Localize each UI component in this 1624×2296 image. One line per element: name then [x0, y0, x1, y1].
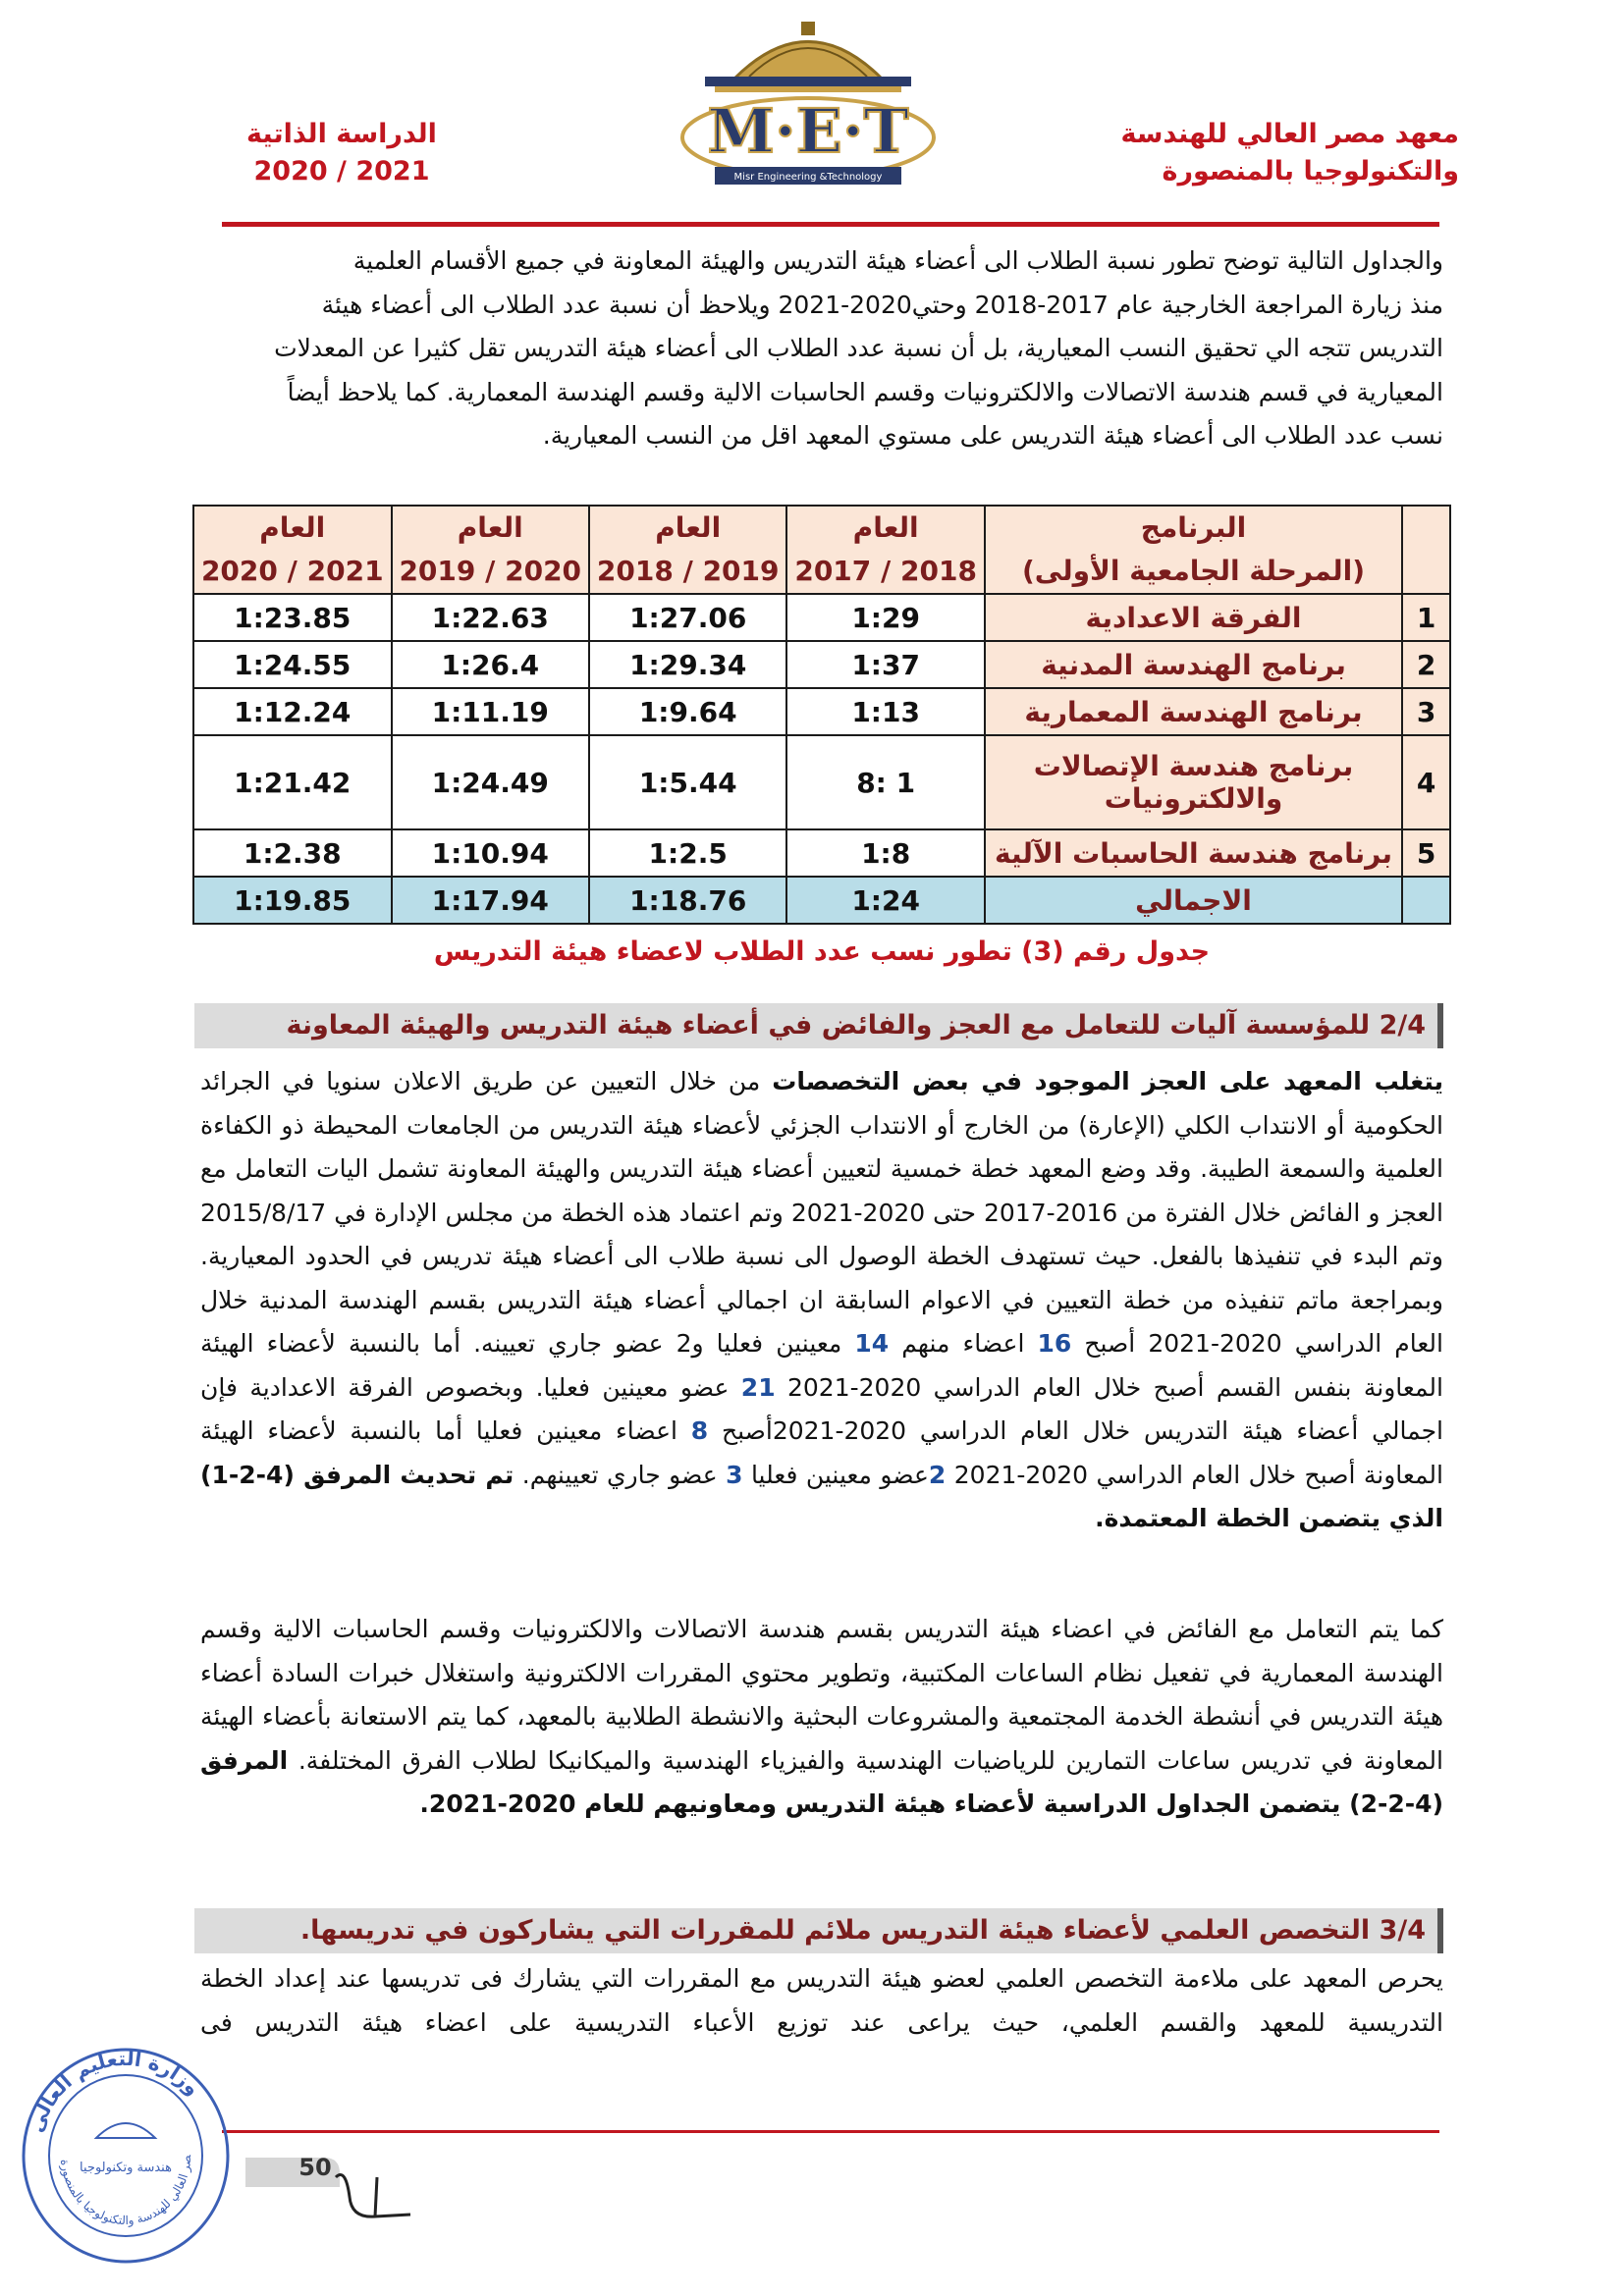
section-title: 3/4 التخصص العلمي لأعضاء هيئة التدريس ملائم للمقررات التي يشاركون في تدريسها.	[299, 1915, 1426, 1946]
row-value: 1:10.94	[392, 829, 589, 877]
row-value: 1:27.06	[589, 594, 786, 641]
intro-paragraph	[200, 240, 1443, 458]
signature	[316, 2158, 414, 2236]
row-number: 1	[1402, 594, 1450, 641]
section-heading-2-4	[194, 1003, 1443, 1048]
header-rule	[222, 222, 1439, 227]
svg-text:وزارة التعليم العالى	[24, 2047, 204, 2135]
intro-line: منذ زيارة المراجعة الخارجية عام 2017-2018 وحتي2020-2021 ويلاحظ أن نسبة عدد الطلاب الى أعضاء هيئة	[321, 290, 1443, 319]
row-value: 1:5.44	[589, 735, 786, 829]
institute-name	[1106, 116, 1459, 190]
header-year-2: العام 2019 / 2018	[589, 506, 786, 594]
row-value: 1:8	[786, 829, 984, 877]
met-logo	[676, 10, 941, 206]
row-value: 1:13	[786, 688, 984, 735]
intro-line: المعيارية في قسم هندسة الاتصالات والالكترونيات وقسم الحاسبات الالية وقسم الهندسة المعمارية. كما يلاحظ أيضاً	[287, 377, 1443, 406]
section-title: 2/4 للمؤسسة آليات للتعامل مع العجز والفائض في أعضاء هيئة التدريس والهيئة المعاونة	[286, 1010, 1426, 1041]
study-title: الدراسة الذاتية	[246, 119, 437, 149]
table-row	[193, 641, 1450, 688]
row-value: 1:24	[786, 877, 984, 924]
section-bar	[1437, 1003, 1443, 1048]
study-year: 2021 / 2020	[253, 156, 430, 187]
row-value: 1:26.4	[392, 641, 589, 688]
study-title-block	[244, 116, 440, 190]
row-value: 1:29	[786, 594, 984, 641]
section-2-4-paragraph-1: يتغلب المعهد على العجز الموجود في بعض التخصصات من خلال التعيين عن طريق الاعلان سنويا في الجرائد الحكومية أو الانتداب الكلي (الإعارة) من الخارج أو الانتداب الجزئي لأعضاء هيئة التدريس من الجامعات المحيطة ذو الكفاءة العلمية والسمعة الطيبة. وقد وضع المعهد خطة خمسية لتعيين أعضاء هيئة التدريس والهيئة المعاونة تشمل اليات التعامل مع العجز و الفائض خلال الفترة من 2016-2017 حتى 2020-2021 وتم اعتماد هذه الخطة من مجلس الإدارة في 2015/8/17 وتم البدء في تنفيذها بالفعل. حيث تستهدف الخطة الوصول الى نسبة طلاب الى أعضاء هيئة تدريس في الحدود المعيارية. وبمراجعة ماتم تنفيذه من خطة التعيين في الاعوام السابقة ان اجمالي أعضاء هيئة التدريس بقسم الهندسة المدنية خلال العام الدراسي 2020-2021 أصبح 16 اعضاء منهم 14 معينين فعليا و2 عضو جاري تعيينه. أما بالنسبة لأعضاء الهيئة المعاونة بنفس القسم أصبح خلال العام الدراسي 2020-2021 21 عضو معينين فعليا. وبخصوص الفرقة الاعدادية فإن اجمالي أعضاء هيئة التدريس خلال العام الدراسي 2020-2021أصبح 8 اعضاء معينين فعليا أما بالنسبة لأعضاء الهيئة المعاونة أصبح خلال العام الدراسي 2020-2021 2عضو معينين فعليا 3 عضو جاري تعيينهم. تم تحديث المرفق (4-2-1) الذي يتضمن الخطة المعتمدة.	[200, 1067, 1443, 1532]
section-2-4-paragraph-2: كما يتم التعامل مع الفائض في اعضاء هيئة التدريس بقسم هندسة الاتصالات والالكترونيات وقسم الحاسبات الالية وقسم الهندسة المعمارية في تفعيل نظام الساعات المكتبية، وتطوير محتوي المقررات الالكترونية واستغلال خبرات السادة أعضاء هيئة التدريس في أنشطة الخدمة المجتمعية والمشروعات البحثية والانشطة الطلابية بالمعهد، كما يتم الاستعانة بأعضاء الهيئة المعاونة في تدريس ساعات التمارين للرياضيات الهندسية والفيزياء الهندسية والميكانيكا لطلاب الفرق المختلفة. المرفق (4-2-2) يتضمن الجداول الدراسية لأعضاء هيئة التدريس ومعاونيهم للعام 2020-2021.	[200, 1615, 1443, 1818]
row-value: 1:19.85	[193, 877, 392, 924]
row-number: 3	[1402, 688, 1450, 735]
row-value: 1:22.63	[392, 594, 589, 641]
logo-subtitle: Misr Engineering &Technology	[733, 172, 883, 183]
student-staff-ratio-table	[192, 505, 1451, 925]
table-total-row	[193, 877, 1450, 924]
table-row	[193, 829, 1450, 877]
row-program: برنامج الهندسة المعمارية	[985, 688, 1402, 735]
row-program: الفرقة الاعدادية	[985, 594, 1402, 641]
table-row	[193, 594, 1450, 641]
row-value: 1:18.76	[589, 877, 786, 924]
section-bar	[1437, 1908, 1443, 1953]
header-num	[1402, 506, 1450, 594]
stamp-inner-text: صر العالي للهندسة والتكنولوجيا بالمنصورة	[58, 2154, 194, 2228]
intro-line: التدريس تتجه الي تحقيق النسب المعيارية، بل أن نسبة عدد الطلاب الى أعضاء هيئة التدريس تقل كثيرا عن المعدلات	[274, 334, 1443, 362]
row-program: برنامج هندسة الحاسبات الآلية	[985, 829, 1402, 877]
row-value: 1:2.5	[589, 829, 786, 877]
logo-letters: M·E·T	[707, 95, 909, 167]
page-number: 50	[298, 2154, 332, 2181]
stamp-outer-text: وزارة التعليم العالى	[24, 2046, 205, 2136]
section-3-4-paragraph: يحرص المعهد على ملاءمة التخصص العلمي لعضو هيئة التدريس مع المقررات التي يشارك فى تدريسها عند إعداد الخطة التدريسية للمعهد والقسم العلمي، حيث يراعى عند توزيع الأعباء التدريسية على اعضاء هيئة التدريس فى	[200, 1964, 1443, 2037]
row-program: برنامج الهندسة المدنية	[985, 641, 1402, 688]
table-row	[193, 735, 1450, 829]
row-value: 1:24.55	[193, 641, 392, 688]
row-number: 2	[1402, 641, 1450, 688]
table-header-row	[193, 506, 1450, 594]
row-value: 1:29.34	[589, 641, 786, 688]
row-number: 4	[1402, 735, 1450, 829]
row-value: 1:12.24	[193, 688, 392, 735]
row-value: 1:23.85	[193, 594, 392, 641]
row-value: 1:9.64	[589, 688, 786, 735]
footer-rule	[222, 2130, 1439, 2133]
row-number: 5	[1402, 829, 1450, 877]
row-value: 1:17.94	[392, 877, 589, 924]
table-caption: جدول رقم (3) تطور نسب عدد الطلاب لاعضاء هيئة التدريس	[433, 936, 1211, 967]
row-program: برنامج هندسة الإتصالات والالكترونيات	[985, 735, 1402, 829]
section-heading-3-4	[194, 1908, 1443, 1953]
row-value: 1:37	[786, 641, 984, 688]
official-stamp	[18, 2044, 234, 2268]
row-number	[1402, 877, 1450, 924]
header-year-4: العام 2021 / 2020	[193, 506, 392, 594]
row-value: 1:24.49	[392, 735, 589, 829]
intro-line: والجداول التالية توضح تطور نسبة الطلاب الى أعضاء هيئة التدريس والهيئة المعاونة في جميع الأقسام العلمية	[352, 246, 1443, 275]
row-value: 1:11.19	[392, 688, 589, 735]
header-program: البرنامج (المرحلة الجامعية الأولى)	[985, 506, 1402, 594]
header-year-1: العام 2018 / 2017	[786, 506, 984, 594]
row-value: 1:21.42	[193, 735, 392, 829]
table-row	[193, 688, 1450, 735]
institute-name-line1: معهد مصر العالي للهندسة	[1120, 119, 1459, 149]
header-year-3: العام 2020 / 2019	[392, 506, 589, 594]
intro-line: نسب عدد الطلاب الى أعضاء هيئة التدريس على مستوي المعهد اقل من النسب المعيارية.	[542, 421, 1443, 450]
institute-name-line2: والتكنولوجيا بالمنصورة	[1162, 156, 1459, 187]
row-value: 1 :8	[786, 735, 984, 829]
row-program: الاجمالي	[985, 877, 1402, 924]
stamp-center-text: هندسة وتكنولوجيا	[80, 2161, 172, 2175]
row-value: 1:2.38	[193, 829, 392, 877]
